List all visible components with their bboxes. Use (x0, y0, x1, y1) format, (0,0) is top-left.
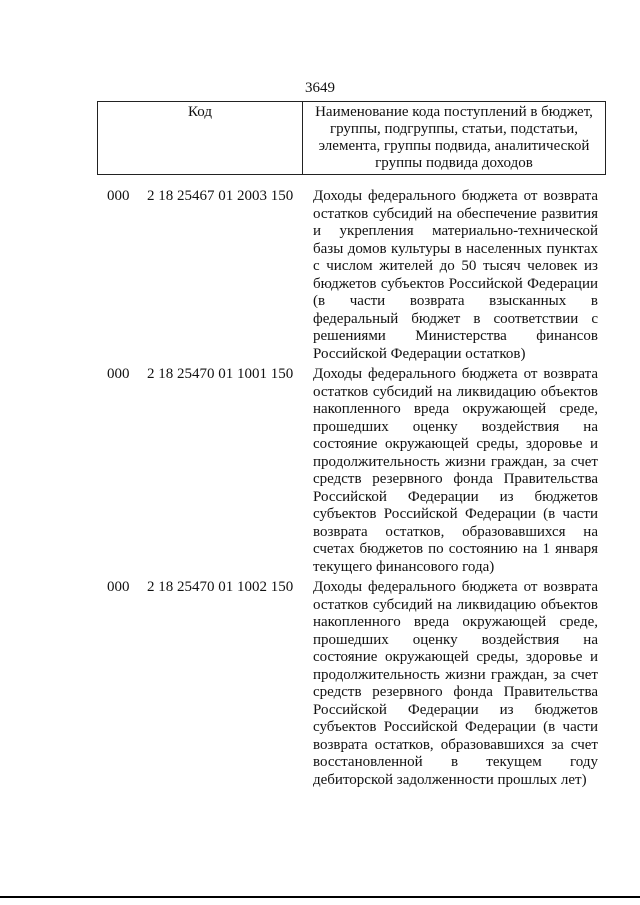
table-row (97, 579, 606, 789)
table-row (97, 188, 606, 363)
header-name-label: Наименование кода поступлений в бюджет, группы, подгруппы, статьи, подстатьи, элемента, группы подвида, аналитической группы подвида доходов (303, 102, 606, 175)
income-description: Доходы федерального бюджета от возврата остатков субсидий на ликвидацию объектов накопленного вреда окружающей среде, прошедших оценку воздействия на состояние окружающей среды, здоровье и продолжительность жизни граждан, за счет средств резервного фонда Правительства Российской Федерации из бюджетов субъектов Российской Федерации (в части возврата остатков, образовавшихся за счет восстановленной в текущем году дебиторской задолженности прошлых лет) (313, 579, 598, 788)
admin-code: 000 (107, 579, 130, 595)
admin-code: 000 (107, 366, 130, 382)
table-body (97, 188, 606, 789)
table-row (97, 366, 606, 576)
header-code-label: Код (98, 102, 303, 175)
scan-bottom-edge (0, 896, 640, 898)
income-description: Доходы федерального бюджета от возврата остатков субсидий на ликвидацию объектов накопленного вреда окружающей среде, прошедших оценку воздействия на состояние окружающей среды, здоровье и продолжительность жизни граждан, за счет средств резервного фонда Правительства Российской Федерации из бюджетов субъектов Российской Федерации (в части возврата остатков, образовавшихся на счетах бюджетов по состоянию на 1 января текущего финансового года) (313, 366, 598, 575)
income-code: 2 18 25467 01 2003 150 (147, 188, 294, 204)
page-number: 3649 (305, 80, 335, 96)
table-header (97, 101, 606, 175)
income-code: 2 18 25470 01 1001 150 (147, 366, 294, 382)
income-description: Доходы федерального бюджета от возврата остатков субсидий на обеспечение развития и укрепления материально-технической базы домов культуры в населенных пунктах с числом жителей до 50 тысяч человек из бюджетов субъектов Российской Федерации (в части возврата взысканных в федеральный бюджет в соответствии с решениями Министерства финансов Российской Федерации остатков) (313, 188, 598, 362)
income-code: 2 18 25470 01 1002 150 (147, 579, 294, 595)
admin-code: 000 (107, 188, 130, 204)
